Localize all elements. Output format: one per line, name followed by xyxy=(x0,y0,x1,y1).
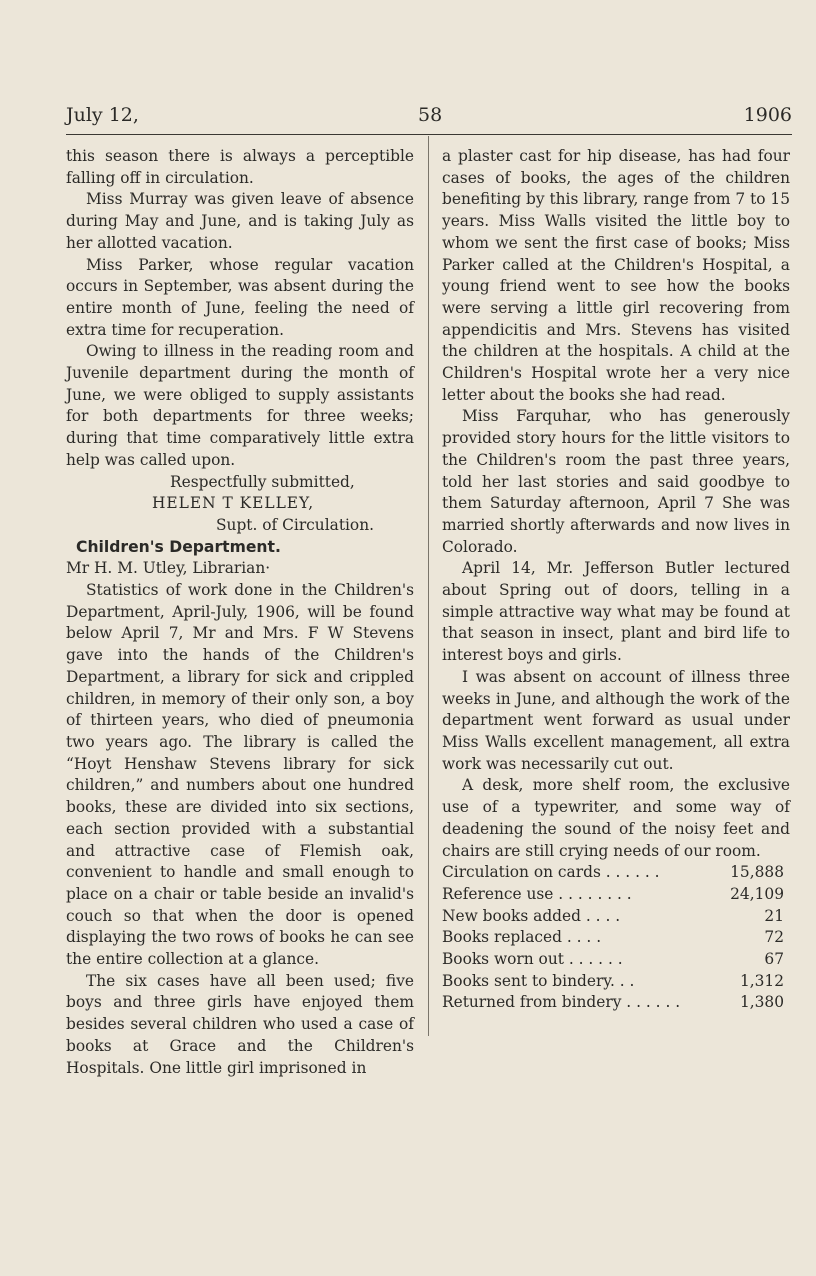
section-heading: Children's Department. xyxy=(76,537,281,556)
stat-label: Books sent to bindery. . . xyxy=(442,971,635,990)
stat-value: 1,312 xyxy=(739,971,784,990)
table-row xyxy=(442,927,784,949)
header-rule xyxy=(66,134,792,135)
left-column xyxy=(66,146,414,1079)
page-header xyxy=(66,104,792,134)
paragraph: The six cases have all been used; five boys and three girls have enjoyed them besides several children who used a case of books at Grace and the Children's Hospitals. One little girl imprisoned in xyxy=(66,971,414,1077)
stat-label: Returned from bindery . . . . . . xyxy=(442,993,681,1012)
stat-label: Reference use . . . . . . . . xyxy=(442,884,632,903)
table-row xyxy=(442,906,784,928)
stat-value: 67 xyxy=(764,950,784,969)
paragraph: A desk, more shelf room, the exclusive use of a typewriter, and some way of deadening the sound of the noisy feet and chairs are still crying needs of our room. xyxy=(442,776,790,860)
paragraph: Miss Parker, whose regular vacation occurs in September, was absent during the entire month of June, feeling the need of extra time for recuperation. xyxy=(66,255,414,339)
header-year: 1906 xyxy=(743,104,792,126)
signature-title: Supt. of Circulation. xyxy=(216,515,374,534)
stat-label: Books worn out . . . . . . xyxy=(442,950,623,969)
column-divider xyxy=(428,136,429,1036)
stat-value: 72 xyxy=(764,928,784,947)
header-date: July 12, xyxy=(66,104,139,126)
stat-label: New books added . . . . xyxy=(442,906,621,925)
paragraph: Miss Farquhar, who has generously provided story hours for the little visitors to the Children's room the past three years, told her last stories and said goodbye to them Saturday afternoon, April 7 She was married shortly afterwards and now lives in Colorado. xyxy=(442,407,790,556)
paragraph: this season there is always a perceptible falling off in circulation. xyxy=(66,147,414,187)
stat-label: Circulation on cards . . . . . . xyxy=(442,863,660,882)
paragraph: I was absent on account of illness three weeks in June, and although the work of the department went forward as usual under Miss Walls excellent management, all extra work was necessarily cut out. xyxy=(442,667,790,773)
paragraph: Statistics of work done in the Children's Department, April-July, 1906, will be found below April 7, Mr and Mrs. F W Stevens gave into the hands of the Children's Department, a library for sick and crippled children, in memory of their only son, a boy of thirteen years, who died of pneumonia two years ago. The library is called the “Hoyt Henshaw Stevens library for sick children,” and numbers about one hundred books, these are divided into six sections, each section provided with a substantial and attractive case of Flemish oak, convenient to handle and small enough to place on a chair or table beside an invalid's couch so that when the door is opened displaying the two rows of books he can see the entire collection at a glance. xyxy=(66,581,414,969)
table-row xyxy=(442,884,784,906)
statistics-table xyxy=(442,862,784,1014)
signature: HELEN T KELLEY, xyxy=(152,494,315,513)
paragraph: Owing to illness in the reading room and Juvenile department during the month of June, we were obliged to supply assistants for both departments for three weeks; during that time comparatively little extra help was called upon. xyxy=(66,342,414,469)
stat-value: 24,109 xyxy=(730,884,784,903)
closing: Respectfully submitted, xyxy=(170,472,355,491)
right-column xyxy=(442,146,790,1014)
stat-label: Books replaced . . . . xyxy=(442,928,602,947)
paragraph: a plaster cast for hip disease, has had four cases of books, the ages of the children benefiting by this library, range from 7 to 15 years. Miss Walls visited the little boy to whom we sent the first case of books; Miss Parker called at the Children's Hospital, a young friend went to see how the books were serving a little girl recovering from appendicitis and Mrs. Stevens has visited the children at the hospitals. A child at the Children's Hospital wrote her a very nice letter about the books she had read. xyxy=(442,147,790,404)
paragraph: April 14, Mr. Jefferson Butler lectured about Spring out of doors, telling in a simple attractive way what may be found at that season in insect, plant and bird life to interest boys and girls. xyxy=(442,559,790,665)
stat-value: 1,380 xyxy=(739,993,784,1012)
stat-value: 21 xyxy=(764,906,784,925)
paragraph: Miss Murray was given leave of absence during May and June, and is taking July as her allotted vacation. xyxy=(66,190,414,252)
table-row xyxy=(442,949,784,971)
table-row xyxy=(442,971,784,993)
addressee: Mr H. M. Utley, Librarian· xyxy=(66,559,271,578)
table-row xyxy=(442,862,784,884)
page-number: 58 xyxy=(418,104,443,126)
table-row xyxy=(442,992,784,1014)
stat-value: 15,888 xyxy=(730,863,784,882)
